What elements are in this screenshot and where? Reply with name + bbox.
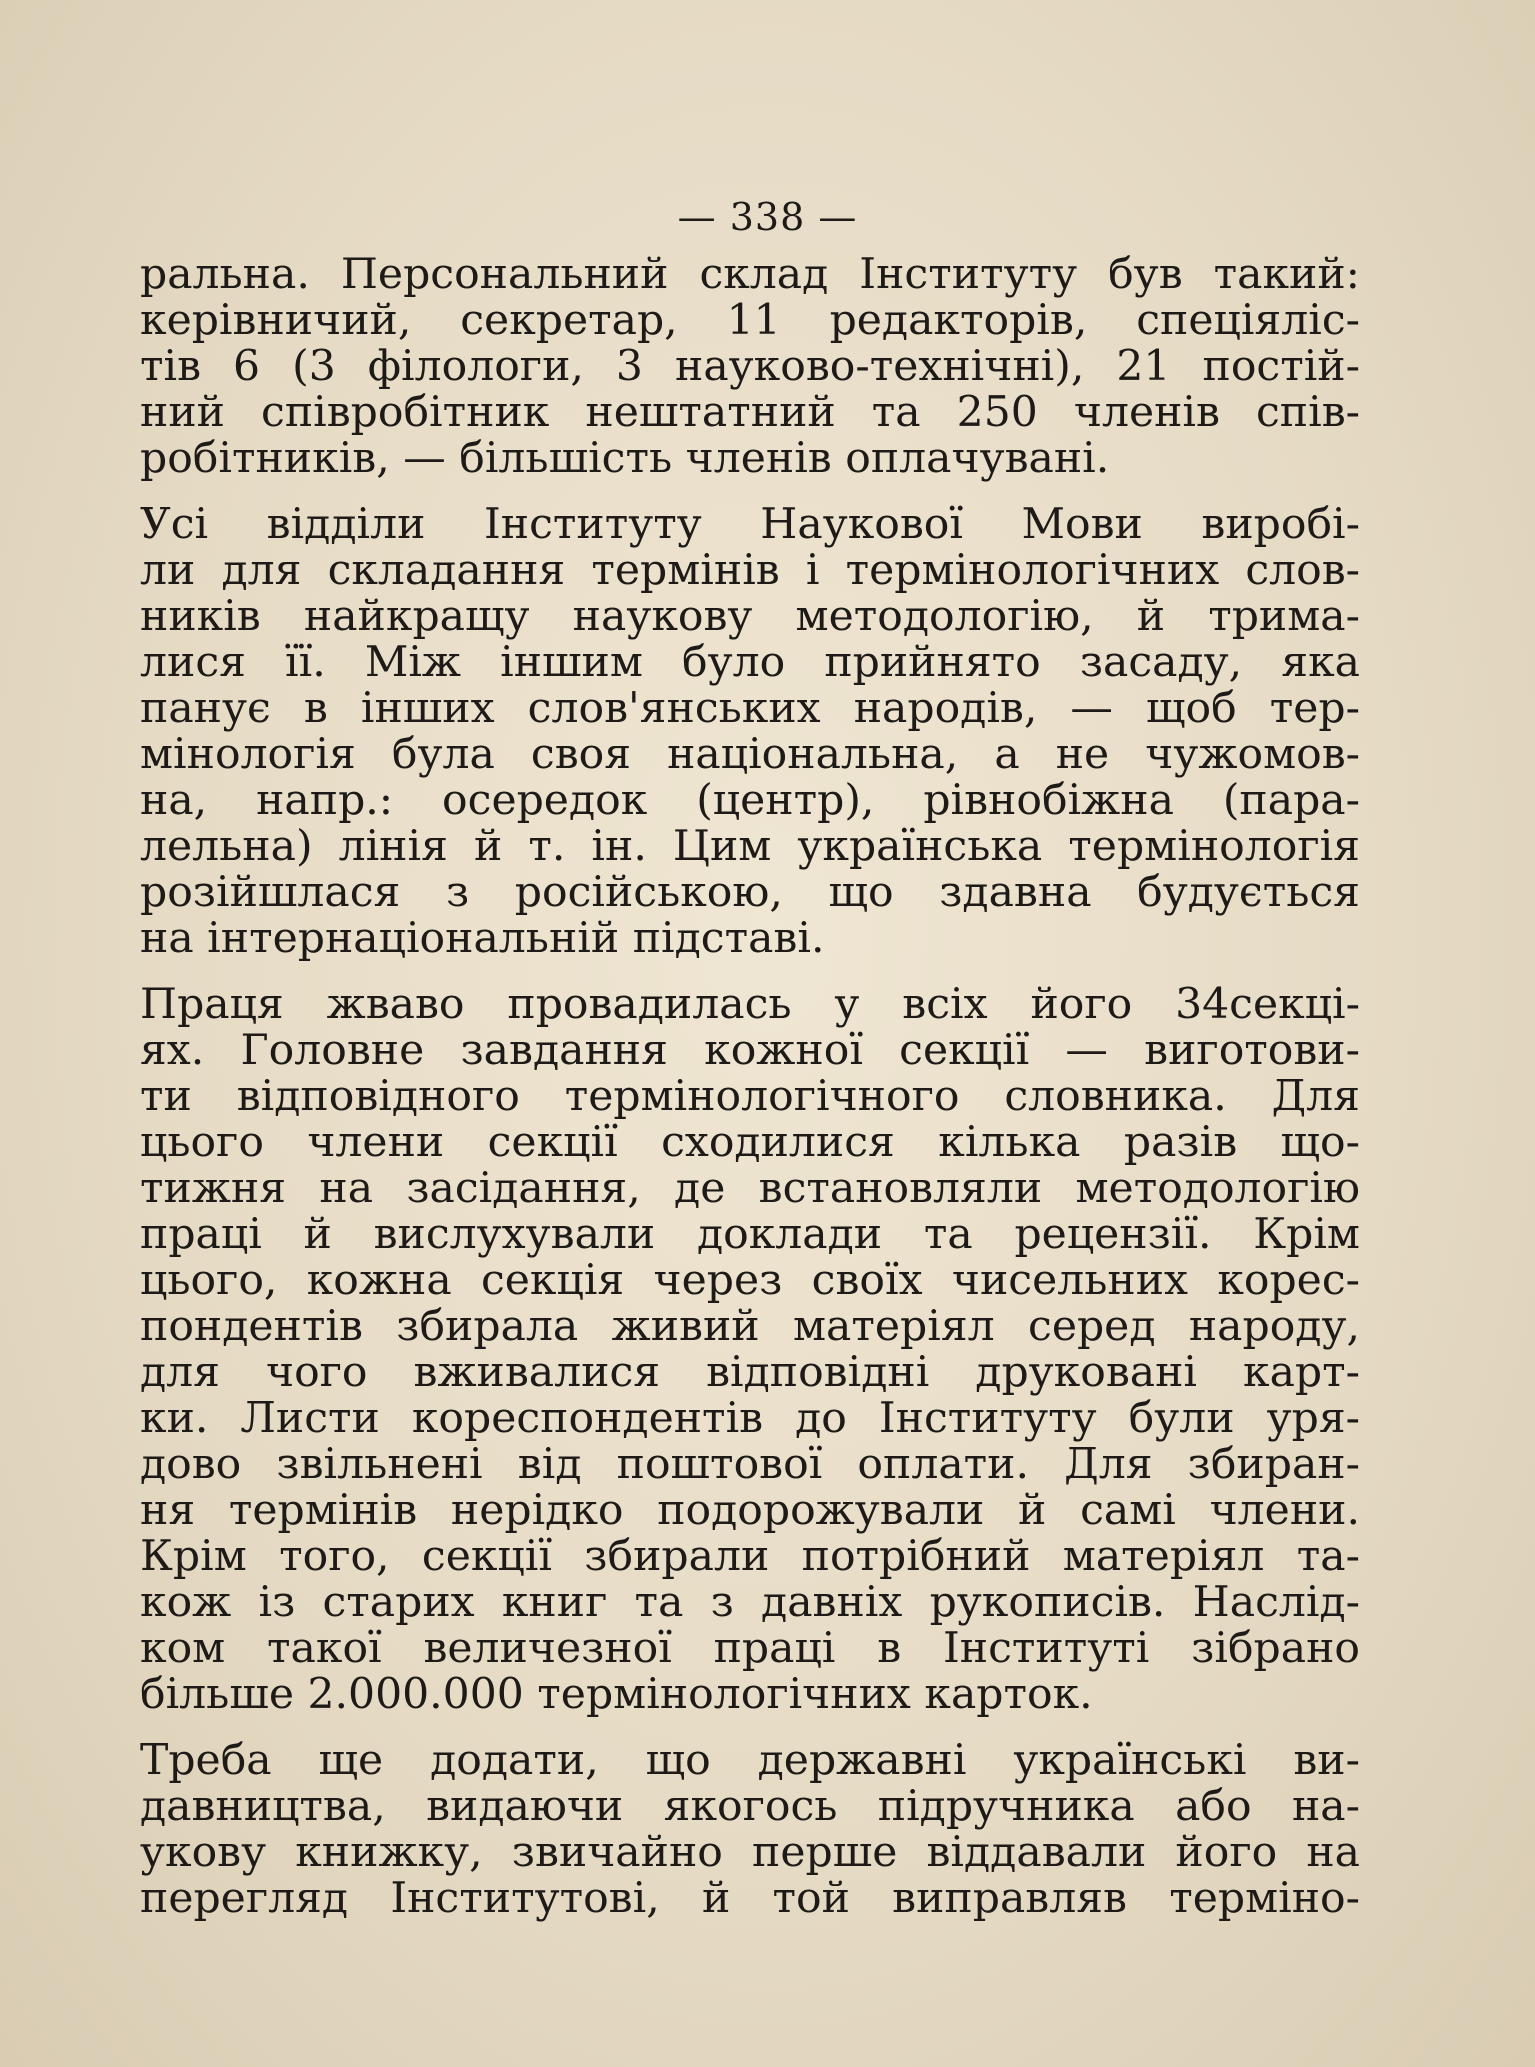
text-line: ки. Листи кореспондентів до Інституту були уря- (140, 1394, 1360, 1443)
paragraph-2 (140, 502, 1360, 962)
text-line: ня термінів нерідко подорожували й самі члени. (140, 1486, 1360, 1535)
text-line: для чого вживалися відповідні друковані карт- (140, 1348, 1360, 1397)
paragraph-1 (140, 252, 1360, 482)
text-line: дово звільнені від поштової оплати. Для збиран- (140, 1440, 1360, 1489)
text-line: на інтернаціональній підставі. (140, 914, 825, 963)
text-line: ти відповідного термінологічного словника. Для (140, 1072, 1360, 1121)
text-line: лельна) лінія й т. ін. Цим українська термінологія (140, 822, 1360, 871)
text-line: праці й вислухували доклади та рецензії. Крім (140, 1210, 1360, 1259)
text-line: лися її. Між іншим було прийнято засаду, яка (140, 638, 1360, 687)
text-line: ком такої величезної праці в Інституті зібрано (140, 1624, 1360, 1673)
text-line: укову книжку, звичайно перше віддавали його на (140, 1828, 1360, 1877)
text-line: ників найкращу наукову методологію, й трима- (140, 592, 1360, 641)
page-number: — 338 — (677, 195, 858, 239)
text-line: більше 2.000.000 термінологічних карток. (140, 1670, 1093, 1719)
text-line: цього члени секції сходилися кілька разів що- (140, 1118, 1360, 1167)
text-line: Усі відділи Інституту Наукової Мови виробі- (140, 500, 1360, 549)
text-line: панує в інших слов'янських народів, — щоб тер- (140, 684, 1360, 733)
text-line: мінологія була своя національна, а не чужомов- (140, 730, 1360, 779)
text-line: пондентів збирала живий матеріял серед народу, (140, 1302, 1360, 1351)
text-line: ний співробітник нештатний та 250 членів спів- (140, 388, 1360, 437)
text-line: Праця жваво провадилась у всіх його 34секці- (140, 980, 1360, 1029)
paragraph-3 (140, 982, 1360, 1718)
text-line: ли для складання термінів і термінологічних слов- (140, 546, 1360, 595)
paragraph-4 (140, 1738, 1360, 1922)
text-line: тів 6 (3 філологи, 3 науково-технічні), 21 постій- (140, 342, 1360, 391)
text-line: розійшлася з російською, що здавна будується (140, 868, 1360, 917)
text-line: тижня на засідання, де встановляли методологію (140, 1164, 1360, 1213)
text-line: давництва, видаючи якогось підручника або на- (140, 1782, 1360, 1831)
text-line: керівничий, секретар, 11 редакторів, спеціяліс- (140, 296, 1360, 345)
text-line: робітників, — більшість членів оплачувані. (140, 434, 1110, 483)
text-line: Треба ще додати, що державні українські ви- (140, 1736, 1360, 1785)
text-line: кож із старих книг та з давніх рукописів. Наслід- (140, 1578, 1360, 1627)
text-line: ях. Головне завдання кожної секції — виготови- (140, 1026, 1360, 1075)
body-text (140, 252, 1360, 1922)
text-line: перегляд Інститутові, й той виправляв терміно- (140, 1874, 1360, 1923)
text-line: на, напр.: осередок (центр), рівнобіжна (пара- (140, 776, 1360, 825)
text-line: ральна. Персональний склад Інституту був такий: (140, 250, 1360, 299)
text-line: Крім того, секції збирали потрібний матеріял та- (140, 1532, 1360, 1581)
text-line: цього, кожна секція через своїх чисельних корес- (140, 1256, 1360, 1305)
